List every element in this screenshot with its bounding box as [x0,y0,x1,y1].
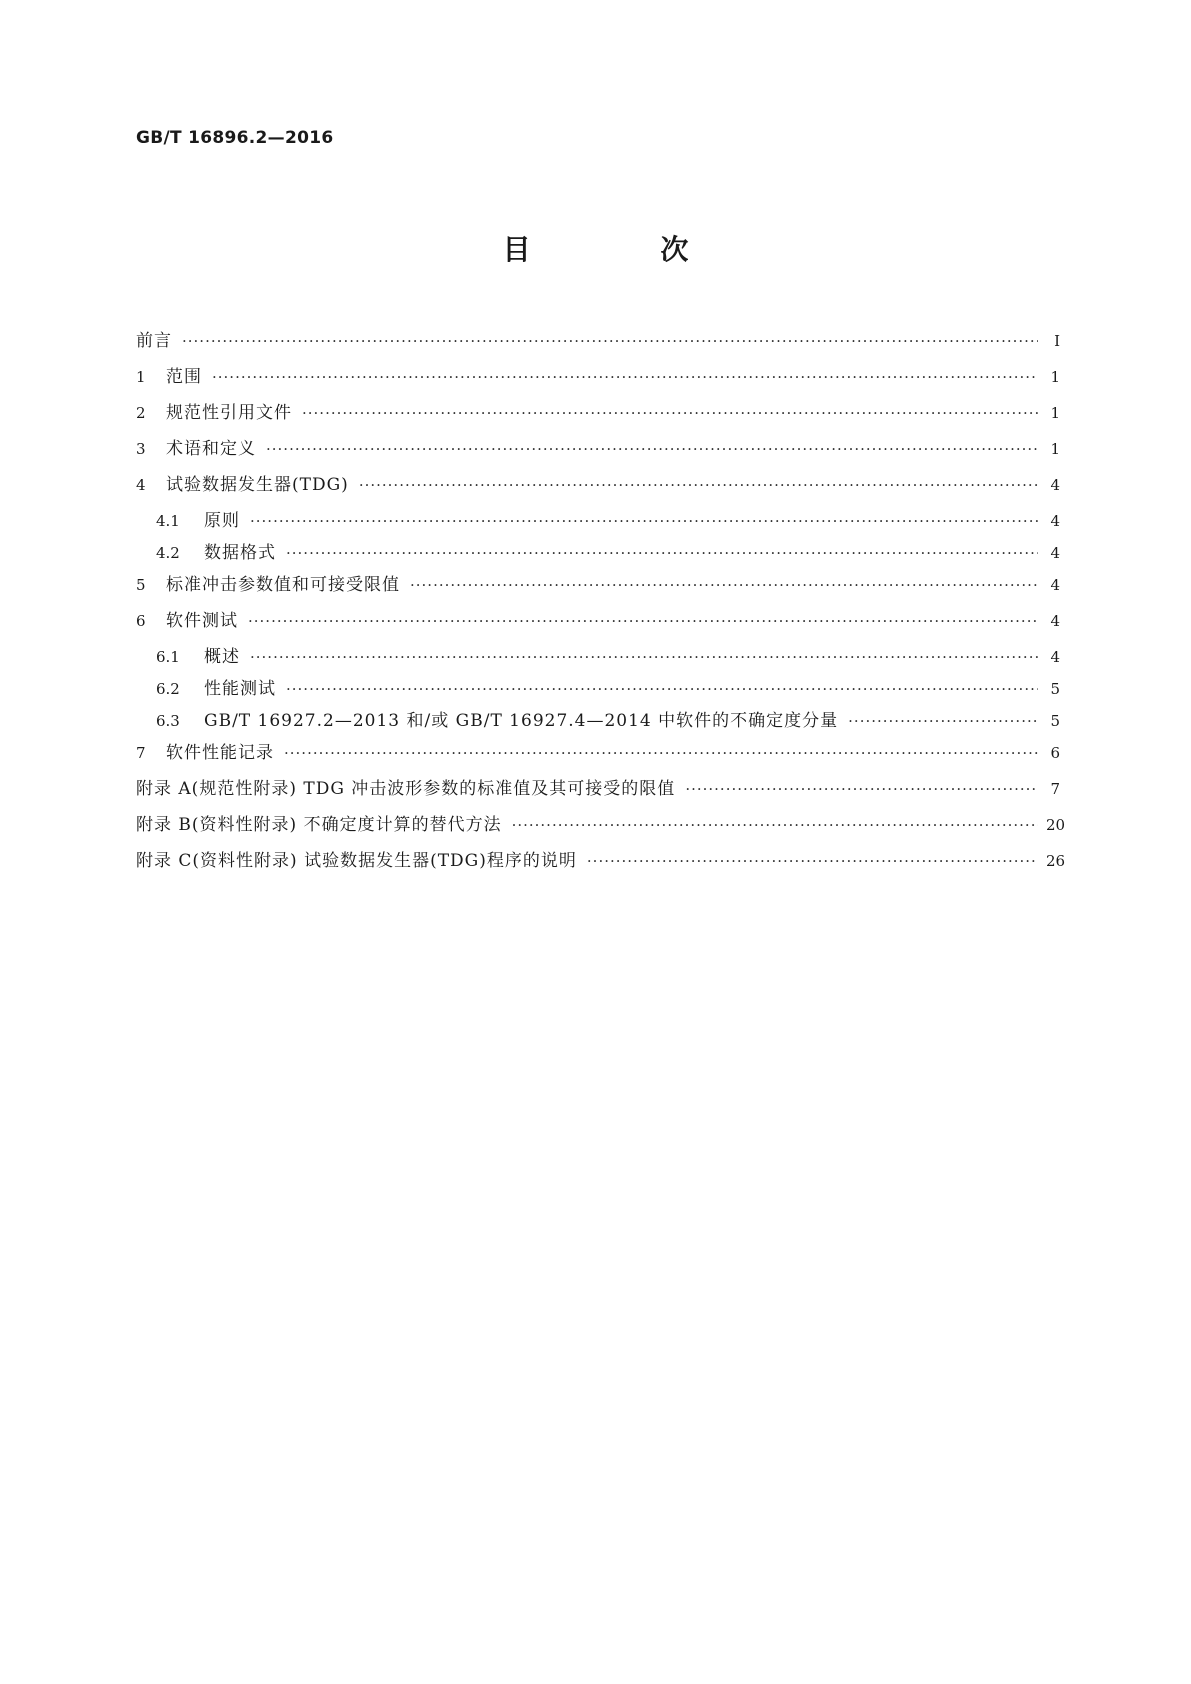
toc-entry-page: 4 [1050,648,1060,666]
toc-entry-number: 6.1 [156,648,180,666]
toc-entry-number: 4 [136,476,146,494]
toc-entry-number: 3 [136,440,146,458]
toc-entry-appendix-b[interactable] [136,810,1066,846]
toc-leader-dots [587,852,1038,870]
toc-entry-page: Ⅰ [1054,332,1060,350]
toc-entry-6[interactable] [136,606,1060,642]
toc-entry-page: 4 [1050,612,1060,630]
toc-leader-dots [284,744,1038,762]
toc-entry-4-1[interactable] [136,506,1060,538]
toc-entry-text: 原则 [204,511,240,531]
toc-title: 目 次 [502,233,749,266]
toc-entry-number: 1 [136,368,146,386]
toc-entry-text: 范围 [166,367,202,387]
toc-entry-number: 4.1 [156,512,180,530]
toc-entry-text: 前言 [136,331,172,351]
toc-entry-page: 1 [1050,368,1060,386]
toc-leader-dots [848,712,1038,730]
toc-entry-page: 7 [1050,780,1060,798]
table-of-contents [136,326,1066,882]
toc-entry-text: GB/T 16927.2—2013 和/或 GB/T 16927.4—2014 中软件的不确定度分量 [204,711,839,731]
toc-entry-page: 20 [1046,816,1066,834]
toc-entry-page: 5 [1050,712,1060,730]
toc-entry-page: 26 [1046,852,1066,870]
toc-entry-number: 5 [136,576,146,594]
toc-entry-3[interactable] [136,434,1060,470]
toc-entry-text: 附录 C(资料性附录) 试验数据发生器(TDG)程序的说明 [136,851,577,871]
toc-entry-text: 试验数据发生器(TDG) [166,475,349,495]
toc-entry-page: 4 [1050,544,1060,562]
toc-entry-2[interactable] [136,398,1060,434]
toc-entry-6-1[interactable] [136,642,1060,674]
toc-entry-text: 规范性引用文件 [166,403,292,423]
standard-code: GB/T 16896.2—2016 [136,128,334,148]
toc-leader-dots [302,404,1038,422]
toc-entry-text: 数据格式 [204,543,276,563]
toc-entry-number: 2 [136,404,146,422]
toc-entry-number: 7 [136,744,146,762]
toc-entry-text: 软件性能记录 [166,743,274,763]
toc-entry-6-2[interactable] [136,674,1060,706]
toc-entry-page: 1 [1050,404,1060,422]
toc-leader-dots [182,332,1038,350]
toc-entry-text: 概述 [204,647,240,667]
toc-entry-4[interactable] [136,470,1060,506]
toc-leader-dots [248,612,1038,630]
toc-leader-dots [212,368,1038,386]
toc-entry-foreword[interactable] [136,326,1060,362]
toc-entry-page: 1 [1050,440,1060,458]
toc-leader-dots [266,440,1038,458]
toc-entry-page: 4 [1050,476,1060,494]
toc-entry-text: 标准冲击参数值和可接受限值 [166,575,400,595]
toc-leader-dots [512,816,1038,834]
toc-entry-number: 6.2 [156,680,180,698]
toc-leader-dots [359,476,1038,494]
toc-entry-page: 6 [1050,744,1060,762]
toc-leader-dots [250,512,1038,530]
toc-leader-dots [286,544,1038,562]
toc-entry-1[interactable] [136,362,1060,398]
toc-entry-4-2[interactable] [136,538,1060,570]
toc-entry-text: 附录 A(规范性附录) TDG 冲击波形参数的标准值及其可接受的限值 [136,779,676,799]
toc-entry-6-3[interactable] [136,706,1060,738]
toc-entry-text: 术语和定义 [166,439,256,459]
toc-leader-dots [286,680,1038,698]
toc-entry-number: 6.3 [156,712,180,730]
toc-entry-number: 6 [136,612,146,630]
toc-leader-dots [410,576,1038,594]
toc-entry-text: 性能测试 [204,679,276,699]
toc-leader-dots [250,648,1038,666]
toc-entry-5[interactable] [136,570,1060,606]
toc-entry-text: 附录 B(资料性附录) 不确定度计算的替代方法 [136,815,502,835]
toc-entry-page: 5 [1050,680,1060,698]
toc-entry-7[interactable] [136,738,1060,774]
toc-entry-text: 软件测试 [166,611,238,631]
toc-entry-page: 4 [1050,512,1060,530]
toc-entry-appendix-c[interactable] [136,846,1066,882]
toc-entry-appendix-a[interactable] [136,774,1060,810]
toc-entry-page: 4 [1050,576,1060,594]
toc-entry-number: 4.2 [156,544,180,562]
toc-leader-dots [685,780,1038,798]
